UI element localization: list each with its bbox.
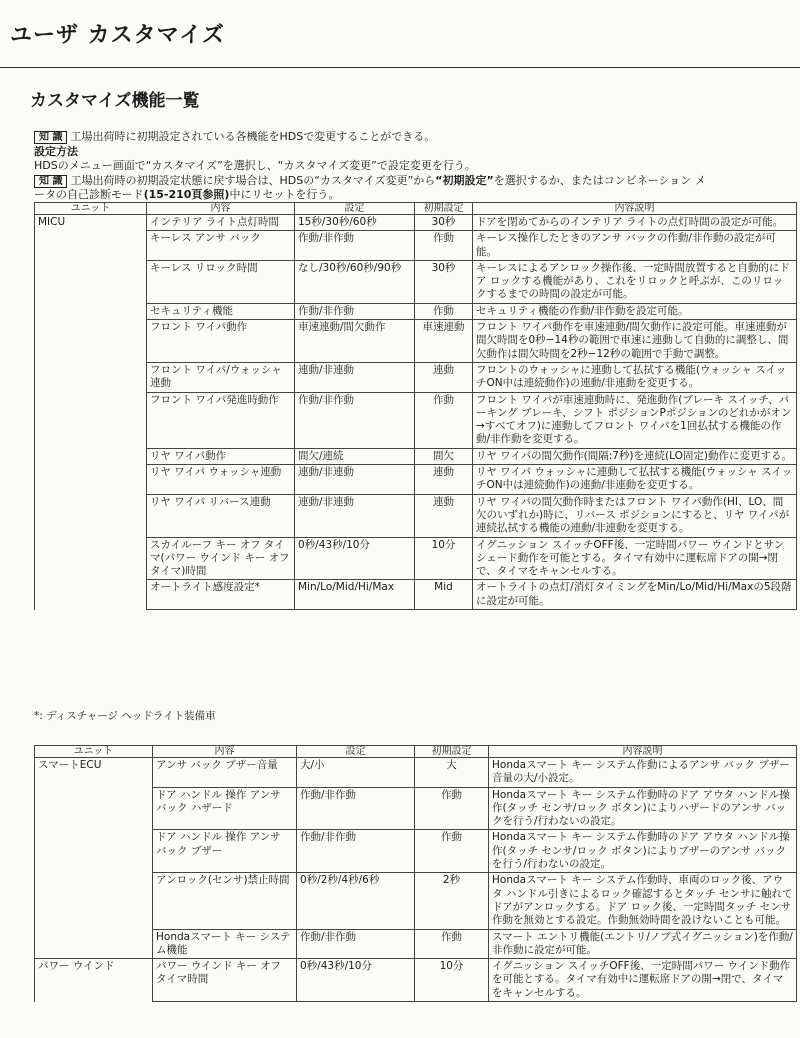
- section-title: カスタマイズ機能一覧: [30, 91, 200, 111]
- desc-cell: リヤ ワイパの間欠動作(間隔:7秒)を連続(LO固定)動作に変更する。: [473, 448, 797, 464]
- item-cell: オートライト感度設定*: [147, 580, 295, 610]
- item-cell: ドア ハンドル 操作 アンサ バック ハザード: [153, 787, 297, 830]
- table-row: [35, 320, 797, 363]
- desc-cell: Hondaスマート キー システム作動時のドア アウタ ハンドル操作(タッチ センサ/ロック ボタン)によりハザードのアンサ バックを行う/行わないの設定。: [489, 787, 797, 830]
- desc-cell: スマート エントリ機能(エントリ/ノブ式イグニッション)を作動/非作動に設定が可能。: [489, 929, 797, 959]
- setting-cell: 作動/非作動: [295, 392, 415, 448]
- col-header-initial: 初期設定: [415, 746, 489, 758]
- setting-cell: 15秒/30秒/60秒: [295, 215, 415, 231]
- table-row: [35, 215, 797, 231]
- col-header-desc: 内容説明: [473, 203, 797, 215]
- note-text-4b: (15-210頁参照): [143, 188, 230, 201]
- initial-cell: 連動: [415, 465, 473, 495]
- initial-cell: 作動: [415, 231, 473, 261]
- initial-cell: 作動: [415, 929, 489, 959]
- table-row: [35, 260, 797, 303]
- initial-cell: 連動: [415, 494, 473, 537]
- unit-cell: パワー ウインド: [35, 959, 153, 1002]
- note-text-1: 工場出荷時に初期設定されている各機能をHDSで変更することができる。: [70, 130, 436, 143]
- col-header-setting: 設定: [297, 746, 415, 758]
- note-text-4a: ータの自己診断モード: [34, 188, 144, 201]
- desc-cell: リヤ ワイパ ウォッシャに連動して払拭する機能(ウォッシャ スイッチON中は連続動作)の連動/非連動を変更する。: [473, 465, 797, 495]
- setting-cell: 作動/非作動: [297, 929, 415, 959]
- table2-body: [35, 758, 797, 1002]
- setting-cell: 車速連動/間欠動作: [295, 320, 415, 363]
- item-cell: フロント ワイパ発進時動作: [147, 392, 295, 448]
- note-line-4: [34, 188, 796, 203]
- page-header: ユーザ カスタマイズ: [10, 23, 225, 48]
- note-line-1: [34, 130, 796, 145]
- setting-cell: 間欠/連続: [295, 448, 415, 464]
- desc-cell: キーレスによるアンロック操作後、一定時間放置すると自動的にドア ロックする機能があり、これをリロックと呼ぶが、このリロックするまでの時間の設定が可能。: [473, 260, 797, 303]
- col-header-item: 内容: [147, 203, 295, 215]
- desc-cell: フロントのウォッシャに連動して払拭する機能(ウォッシャ スイッチON中は連続動作)の連動/非連動を変更する。: [473, 362, 797, 392]
- initial-cell: 30秒: [415, 215, 473, 231]
- table-row: [35, 494, 797, 537]
- customize-table-micu: [34, 202, 797, 610]
- unit-cell: MICU: [35, 215, 147, 610]
- table-row: [35, 392, 797, 448]
- col-header-unit: ユニット: [35, 746, 153, 758]
- desc-cell: ドアを閉めてからのインテリア ライトの点灯時間の設定が可能。: [473, 215, 797, 231]
- table-row: [35, 537, 797, 580]
- initial-cell: 作動: [415, 392, 473, 448]
- setting-cell: 連動/非連動: [295, 362, 415, 392]
- item-cell: ドア ハンドル 操作 アンサ バック ブザー: [153, 830, 297, 873]
- table-row: [35, 959, 797, 1002]
- table-row: [35, 303, 797, 319]
- item-cell: リヤ ワイパ動作: [147, 448, 295, 464]
- initial-cell: 2秒: [415, 873, 489, 929]
- setting-cell: 0秒/43秒/10分: [297, 959, 415, 1002]
- desc-cell: オートライトの点灯/消灯タイミングをMin/Lo/Mid/Hi/Maxの5段階に設定が可能。: [473, 580, 797, 610]
- setting-cell: 連動/非連動: [295, 465, 415, 495]
- setting-cell: 連動/非連動: [295, 494, 415, 537]
- table-row: [35, 448, 797, 464]
- initial-cell: Mid: [415, 580, 473, 610]
- notes: [34, 130, 796, 203]
- item-cell: リヤ ワイパ ウォッシャ連動: [147, 465, 295, 495]
- setting-cell: 0秒/2秒/4秒/6秒: [297, 873, 415, 929]
- setting-cell: 0秒/43秒/10分: [295, 537, 415, 580]
- item-cell: キーレス アンサ バック: [147, 231, 295, 261]
- initial-cell: 10分: [415, 537, 473, 580]
- initial-cell: 車速連動: [415, 320, 473, 363]
- table-row: [35, 758, 797, 788]
- col-header-initial: 初期設定: [415, 203, 473, 215]
- col-header-item: 内容: [153, 746, 297, 758]
- setting-cell: なし/30秒/60秒/90秒: [295, 260, 415, 303]
- item-cell: アンロック(センサ)禁止時間: [153, 873, 297, 929]
- header-rule: [0, 67, 800, 68]
- desc-cell: キーレス操作したときのアンサ バックの作動/非作動の設定が可能。: [473, 231, 797, 261]
- table-row: [35, 580, 797, 610]
- item-cell: アンサ バック ブザー音量: [153, 758, 297, 788]
- note-text-3a: 工場出荷時の初期設定状態に戻す場合は、HDSの“カスタマイズ変更”から: [70, 173, 436, 187]
- setting-cell: 作動/非作動: [295, 231, 415, 261]
- unit-cell: スマートECU: [35, 758, 153, 959]
- item-cell: リヤ ワイパ リバース連動: [147, 494, 295, 537]
- item-cell: インテリア ライト点灯時間: [147, 215, 295, 231]
- note-text-4c: 中にリセットを行う。: [229, 188, 340, 201]
- item-cell: スカイルーフ キー オフ タイマ(パワー ウインド キー オフ タイマ)時間: [147, 537, 295, 580]
- initial-cell: 作動: [415, 303, 473, 319]
- note-line-3: [34, 174, 796, 189]
- customize-table-smart: [34, 745, 797, 1002]
- setting-cell: 大/小: [297, 758, 415, 788]
- desc-cell: Hondaスマート キー システム作動時のドア アウタ ハンドル操作(タッチ センサ/ロック ボタン)によりブザーのアンサ バックを行う/行わないの設定。: [489, 830, 797, 873]
- item-cell: パワー ウインド キー オフ タイマ時間: [153, 959, 297, 1002]
- item-cell: Hondaスマート キー システム機能: [153, 929, 297, 959]
- item-cell: セキュリティ機能: [147, 303, 295, 319]
- desc-cell: フロント ワイパが車速連動時に、発進動作(ブレーキ スイッチ、パーキング ブレーキ、シフト ポジションPポジションのどれかがオン→すべてオフ)に連動してフロント ワイパを1回払拭する機能の作動/非作動を変更する。: [473, 392, 797, 448]
- footnote: *: ディスチャージ ヘッドライト装備車: [34, 710, 216, 722]
- desc-cell: イグニッション スイッチOFF後、一定時間パワー ウインドとサンシェード動作を可能とする。タイマ有効中に運転席ドアの開→閉で、タイマをキャンセルする。: [473, 537, 797, 580]
- note-text-3c: を選択するか、またはコンビネーション メ: [493, 173, 706, 187]
- knowledge-tag: 知 識: [34, 131, 67, 144]
- desc-cell: セキュリティ機能の作動/非作動を設定可能。: [473, 303, 797, 319]
- note-text-3b: “初期設定”: [435, 173, 494, 187]
- table-row: [35, 231, 797, 261]
- col-header-desc: 内容説明: [489, 746, 797, 758]
- note-line-2: HDSのメニュー画面で“カスタマイズ”を選択し、“カスタマイズ変更”で設定変更を行う。: [34, 159, 476, 172]
- setting-cell: Min/Lo/Mid/Hi/Max: [295, 580, 415, 610]
- table-row: [35, 362, 797, 392]
- table-row: [35, 465, 797, 495]
- initial-cell: 大: [415, 758, 489, 788]
- desc-cell: フロント ワイパ動作を車速連動/間欠動作に設定可能。車速連動が間欠時間を0秒−14秒の範囲で車速に連動して自動的に調整し、間欠動作は間欠時間を2秒−12秒の範囲で手動で調整。: [473, 320, 797, 363]
- desc-cell: リヤ ワイパの間欠動作時またはフロント ワイパ動作(HI、LO、間欠のいずれか)時に、リバース ポジションにすると、リヤ ワイパが連続払拭する機能の連動/非連動を変更する。: [473, 494, 797, 537]
- initial-cell: 作動: [415, 787, 489, 830]
- initial-cell: 30秒: [415, 260, 473, 303]
- col-header-setting: 設定: [295, 203, 415, 215]
- desc-cell: イグニッション スイッチOFF後、一定時間パワー ウインド動作を可能とする。タイマ有効中に運転席ドアの開→閉で、タイマをキャンセルする。: [489, 959, 797, 1002]
- item-cell: フロント ワイパ/ウォッシャ連動: [147, 362, 295, 392]
- initial-cell: 間欠: [415, 448, 473, 464]
- col-header-unit: ユニット: [35, 203, 147, 215]
- desc-cell: Hondaスマート キー システム作動時、車両のロック後、アウタ ハンドル引きによるロック確認するとタッチ センサに触れてドアがアンロックする。ドア ロック後、一定時間タッチ センサ作動を無効とする設定。作動無効時間を設けないことも可能。: [489, 873, 797, 929]
- method-title: 設定方法: [34, 144, 78, 158]
- table1-body: [35, 215, 797, 610]
- setting-cell: 作動/非作動: [297, 830, 415, 873]
- setting-cell: 作動/非作動: [297, 787, 415, 830]
- initial-cell: 連動: [415, 362, 473, 392]
- item-cell: キーレス リロック時間: [147, 260, 295, 303]
- initial-cell: 10分: [415, 959, 489, 1002]
- desc-cell: Hondaスマート キー システム作動によるアンサ バック ブザー音量の大/小設定。: [489, 758, 797, 788]
- item-cell: フロント ワイパ動作: [147, 320, 295, 363]
- initial-cell: 作動: [415, 830, 489, 873]
- setting-cell: 作動/非作動: [295, 303, 415, 319]
- knowledge-tag: 知 識: [34, 175, 67, 188]
